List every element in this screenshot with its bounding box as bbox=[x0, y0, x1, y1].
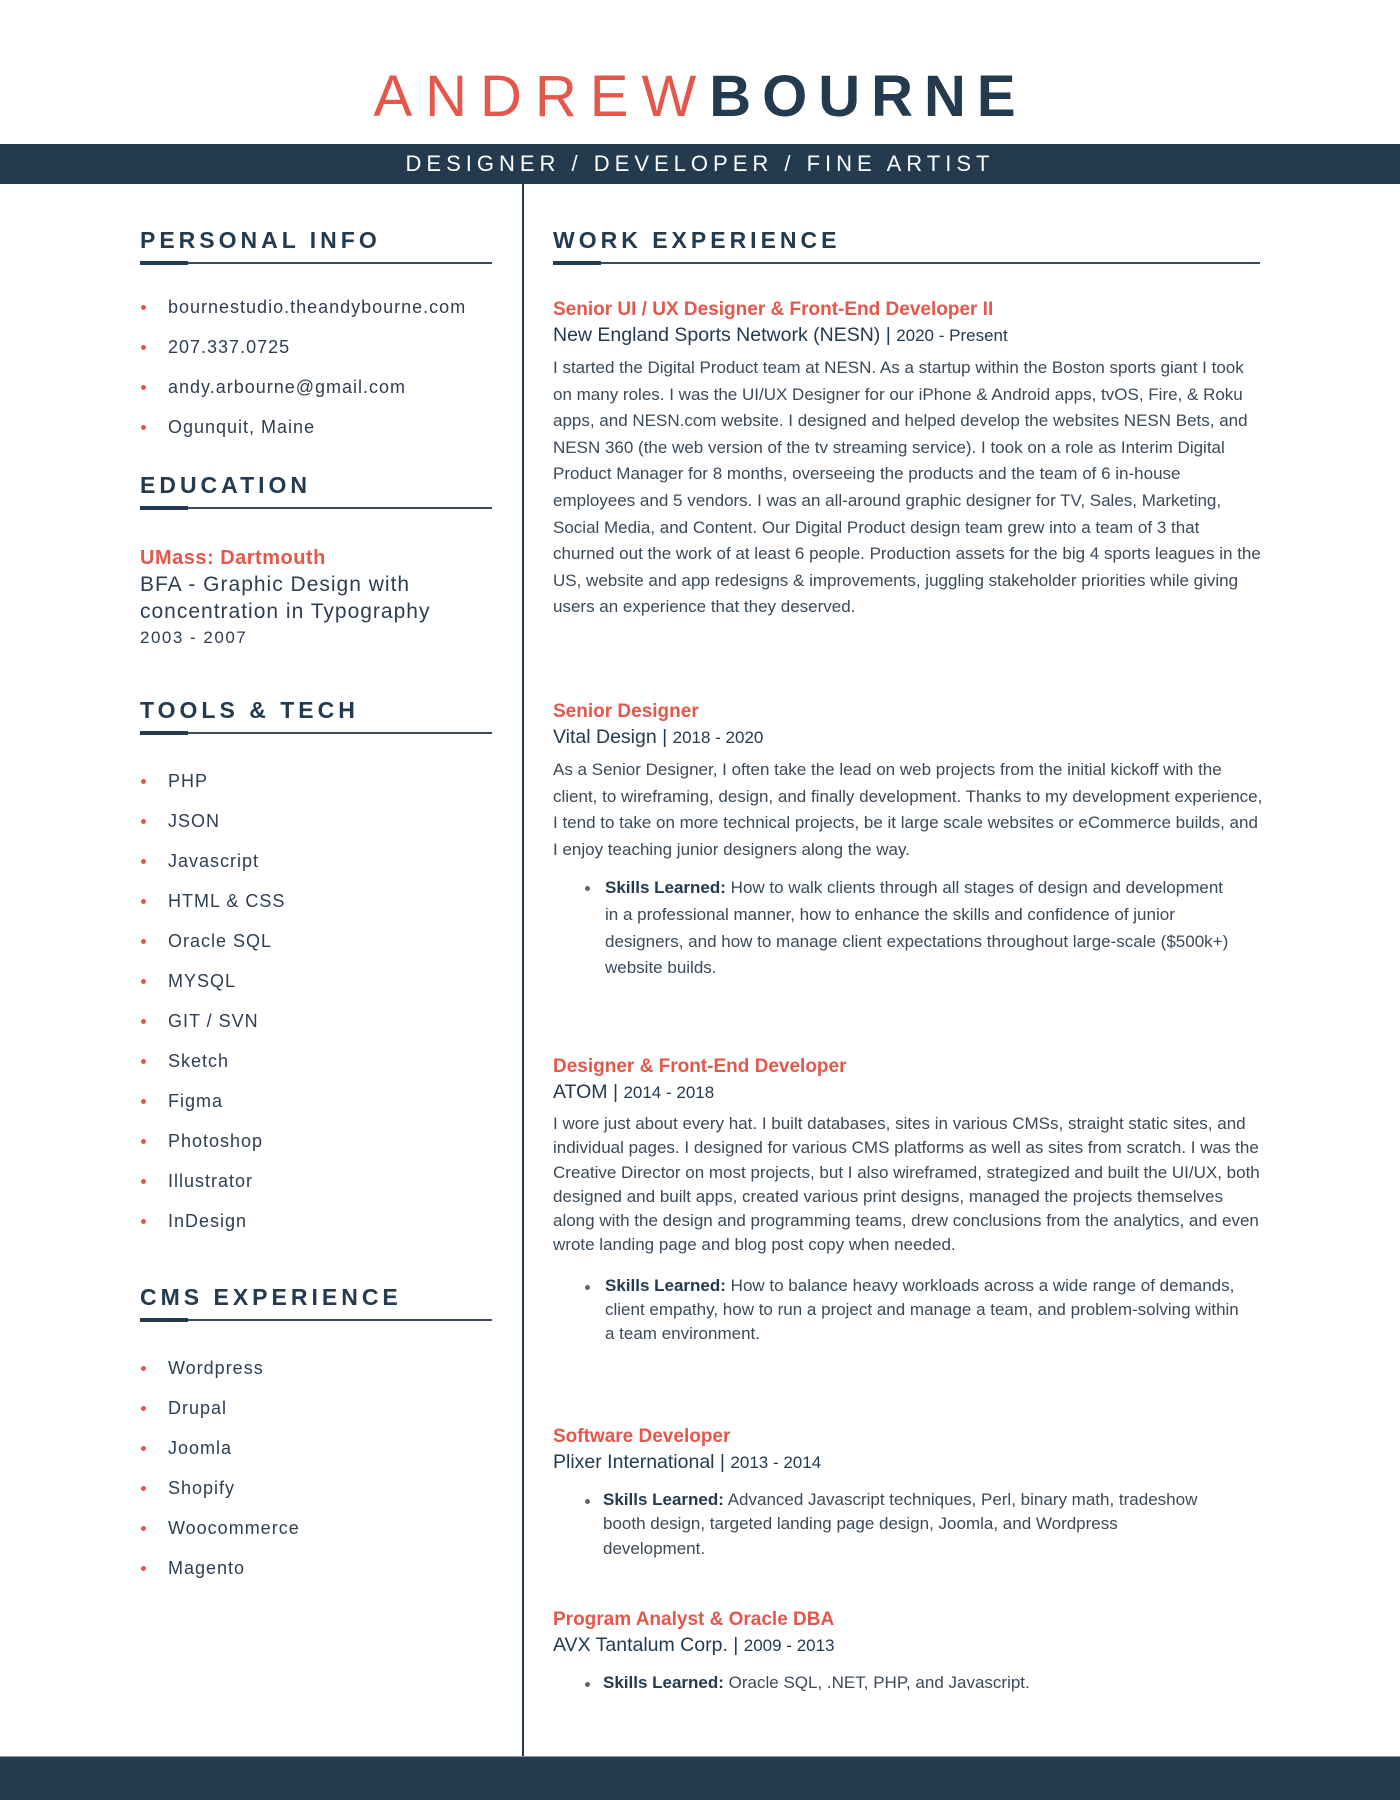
tool-label: Figma bbox=[168, 1091, 224, 1111]
tool-label: JSON bbox=[168, 811, 221, 831]
column-divider bbox=[522, 184, 524, 1756]
job-description: I wore just about every hat. I built databases, sites in various CMSs, straight static sites, and individual pages. I designed for various CMS platforms as well as sites from scratch. I was the Creative Director on most projects, but I also wireframed, strategized and built the UI/UX, both designed and built apps, created various print designs, managed the projects themselves along with the design and programming teams, drew conclusions from the analytics, and even wrote landing page and blog post copy when needed. bbox=[553, 1114, 1260, 1255]
tools-rule bbox=[140, 732, 492, 734]
footer-bar bbox=[0, 1756, 1400, 1800]
list-item bbox=[140, 887, 500, 927]
list-item bbox=[140, 1474, 500, 1514]
bullet-icon bbox=[141, 1526, 146, 1531]
skills-text: How to balance heavy workloads across a wide range of demands, client empathy, how to run a project and manage a team, and problem-solving within a team environment. bbox=[605, 1275, 1239, 1344]
tool-label: HTML & CSS bbox=[168, 891, 286, 911]
cms-label: Woocommerce bbox=[168, 1518, 300, 1538]
skills-learned bbox=[553, 1274, 1263, 1347]
job-company bbox=[553, 1079, 1263, 1106]
company-name: Vital Design | bbox=[553, 726, 673, 748]
list-item bbox=[140, 1207, 500, 1247]
bullet-icon bbox=[141, 1219, 146, 1224]
phone-number[interactable]: 207.337.0725 bbox=[168, 337, 291, 357]
bullet-icon bbox=[141, 305, 146, 310]
website-item[interactable] bbox=[140, 293, 500, 333]
list-item bbox=[140, 767, 500, 807]
job-years: 2018 - 2020 bbox=[672, 728, 764, 747]
list-item bbox=[140, 967, 500, 1007]
cms-label: Magento bbox=[168, 1558, 246, 1578]
skills-label: Skills Learned: bbox=[603, 1490, 724, 1509]
job-years: 2014 - 2018 bbox=[623, 1083, 715, 1102]
bullet-icon bbox=[585, 886, 590, 891]
skills-label: Skills Learned: bbox=[605, 878, 726, 898]
bullet-icon bbox=[141, 425, 146, 430]
bullet-icon bbox=[585, 1682, 590, 1687]
email-link[interactable]: andy.arbourne@gmail.com bbox=[168, 377, 407, 397]
job-company bbox=[553, 1449, 1263, 1476]
job-company bbox=[553, 1632, 1263, 1659]
list-item bbox=[140, 1554, 500, 1594]
bullet-icon bbox=[141, 1179, 146, 1184]
tool-label: InDesign bbox=[168, 1211, 248, 1231]
bullet-icon bbox=[141, 899, 146, 904]
bullet-icon bbox=[141, 1406, 146, 1411]
cms-label: Wordpress bbox=[168, 1358, 264, 1378]
list-item bbox=[140, 1514, 500, 1554]
bullet-icon bbox=[141, 1566, 146, 1571]
list-item bbox=[140, 1167, 500, 1207]
list-item bbox=[140, 1394, 500, 1434]
personal-info-heading: PERSONAL INFO bbox=[140, 227, 381, 253]
list-item bbox=[140, 1354, 500, 1394]
job-title: Software Developer bbox=[553, 1426, 731, 1447]
list-item bbox=[140, 1127, 500, 1167]
name-header bbox=[0, 62, 1400, 132]
bullet-icon bbox=[141, 1366, 146, 1371]
bullet-icon bbox=[141, 385, 146, 390]
company-name: ATOM | bbox=[553, 1081, 624, 1103]
job-title: Senior UI / UX Designer & Front-End Developer II bbox=[553, 299, 994, 320]
education-degree: BFA - Graphic Design with concentration in Typography bbox=[140, 573, 431, 623]
education-rule bbox=[140, 507, 492, 509]
job-title: Senior Designer bbox=[553, 701, 699, 722]
bullet-icon bbox=[141, 1019, 146, 1024]
skills-text: How to walk clients through all stages of design and development in a professional manner, how to enhance the skills and confidence of junior designers, and how to manage client expectations throughout large-scale ($500k+) website builds. bbox=[605, 878, 1229, 978]
education-school: UMass: Dartmouth bbox=[140, 547, 326, 569]
bullet-icon bbox=[141, 1099, 146, 1104]
cms-label: Shopify bbox=[168, 1478, 236, 1498]
skills-learned bbox=[553, 1488, 1263, 1561]
job-title: Designer & Front-End Developer bbox=[553, 1056, 847, 1077]
bullet-icon bbox=[141, 1059, 146, 1064]
bullet-icon bbox=[141, 819, 146, 824]
bullet-icon bbox=[585, 1285, 590, 1290]
skills-label: Skills Learned: bbox=[605, 1275, 726, 1295]
job-years: 2020 - Present bbox=[896, 326, 1008, 345]
tool-label: Sketch bbox=[168, 1051, 230, 1071]
tool-label: Oracle SQL bbox=[168, 931, 273, 951]
job-entry bbox=[553, 1607, 1263, 1695]
bullet-icon bbox=[141, 939, 146, 944]
tools-list bbox=[140, 767, 500, 1247]
skills-text: Advanced Javascript techniques, Perl, binary math, tradeshow booth design, targeted landing page design, Joomla, and Wordpress development. bbox=[603, 1490, 1198, 1558]
bullet-icon bbox=[141, 1139, 146, 1144]
location-item bbox=[140, 413, 500, 453]
job-company bbox=[553, 724, 1263, 751]
job-company bbox=[553, 322, 1263, 349]
cms-rule bbox=[140, 1319, 492, 1321]
job-entry bbox=[553, 1054, 1263, 1347]
tagline-banner bbox=[0, 144, 1400, 184]
location-text: Ogunquit, Maine bbox=[168, 417, 316, 437]
bullet-icon bbox=[585, 1499, 590, 1504]
tool-label: GIT / SVN bbox=[168, 1011, 259, 1031]
education-heading: EDUCATION bbox=[140, 472, 312, 498]
list-item bbox=[140, 807, 500, 847]
company-name: New England Sports Network (NESN) | bbox=[553, 324, 897, 346]
tool-label: PHP bbox=[168, 771, 209, 791]
bullet-icon bbox=[141, 979, 146, 984]
cms-list bbox=[140, 1354, 500, 1594]
email-item[interactable] bbox=[140, 373, 500, 413]
tool-label: Photoshop bbox=[168, 1131, 264, 1151]
skills-learned bbox=[553, 1671, 1263, 1695]
company-name: AVX Tantalum Corp. | bbox=[553, 1634, 744, 1656]
skills-text: Oracle SQL, .NET, PHP, and Javascript. bbox=[723, 1673, 1030, 1692]
job-description: As a Senior Designer, I often take the lead on web projects from the initial kickoff with the client, to wireframing, design, and finally development. Thanks to my development experience, I tend to take on more technical projects, be it large scale websites or eCommerce builds, and I enjoy teaching junior designers along the way. bbox=[553, 760, 1263, 859]
list-item bbox=[140, 1047, 500, 1087]
job-years: 2009 - 2013 bbox=[743, 1636, 835, 1655]
bullet-icon bbox=[141, 1486, 146, 1491]
tool-label: Javascript bbox=[168, 851, 260, 871]
work-experience-rule bbox=[553, 262, 1260, 264]
list-item bbox=[140, 847, 500, 887]
last-name: BOURNE bbox=[709, 64, 1027, 129]
tool-label: MYSQL bbox=[168, 971, 237, 991]
personal-info-list bbox=[140, 293, 500, 453]
tagline: DESIGNER / DEVELOPER / FINE ARTIST bbox=[405, 151, 995, 176]
cms-label: Joomla bbox=[168, 1438, 233, 1458]
phone-item[interactable] bbox=[140, 333, 500, 373]
job-entry bbox=[553, 297, 1263, 621]
cms-label: Drupal bbox=[168, 1398, 228, 1418]
bullet-icon bbox=[141, 779, 146, 784]
list-item bbox=[140, 927, 500, 967]
bullet-icon bbox=[141, 1446, 146, 1451]
first-name: ANDREW bbox=[373, 64, 710, 129]
tools-heading: TOOLS & TECH bbox=[140, 697, 359, 723]
job-title: Program Analyst & Oracle DBA bbox=[553, 1609, 835, 1630]
website-link[interactable]: bournestudio.theandybourne.com bbox=[168, 297, 467, 317]
list-item bbox=[140, 1087, 500, 1127]
skills-learned bbox=[553, 875, 1263, 981]
list-item bbox=[140, 1434, 500, 1474]
tool-label: Illustrator bbox=[168, 1171, 254, 1191]
job-description: I started the Digital Product team at NESN. As a startup within the Boston sports giant I took on many roles. I was the UI/UX Designer for our iPhone & Android apps, tvOS, Fire, & Roku apps, and NESN.com website. I designed and helped develop the websites NESN Bets, and NESN 360 (the web version of the tv streaming service). I took on a role as Interim Digital Product Manager for 8 months, overseeing the products and the team of 6 in-house employees and 5 vendors. I was an all-around graphic designer for TV, Sales, Marketing, Social Media, and Content. Our Digital Product design team grew into a team of 3 that churned out the work of at least 6 people. Production assets for the big 4 sports leagues in the US, website and app redesigns & improvements, juggling stakeholder priorities while giving users an experience that they deserved. bbox=[553, 358, 1261, 617]
job-years: 2013 - 2014 bbox=[730, 1453, 822, 1472]
bullet-icon bbox=[141, 345, 146, 350]
bullet-icon bbox=[141, 859, 146, 864]
education-years: 2003 - 2007 bbox=[140, 628, 248, 647]
company-name: Plixer International | bbox=[553, 1451, 731, 1473]
job-entry bbox=[553, 1424, 1263, 1561]
personal-info-rule bbox=[140, 262, 492, 264]
job-entry bbox=[553, 699, 1263, 982]
list-item bbox=[140, 1007, 500, 1047]
work-experience-heading: WORK EXPERIENCE bbox=[553, 227, 841, 253]
cms-heading: CMS EXPERIENCE bbox=[140, 1284, 402, 1310]
skills-label: Skills Learned: bbox=[603, 1673, 724, 1692]
